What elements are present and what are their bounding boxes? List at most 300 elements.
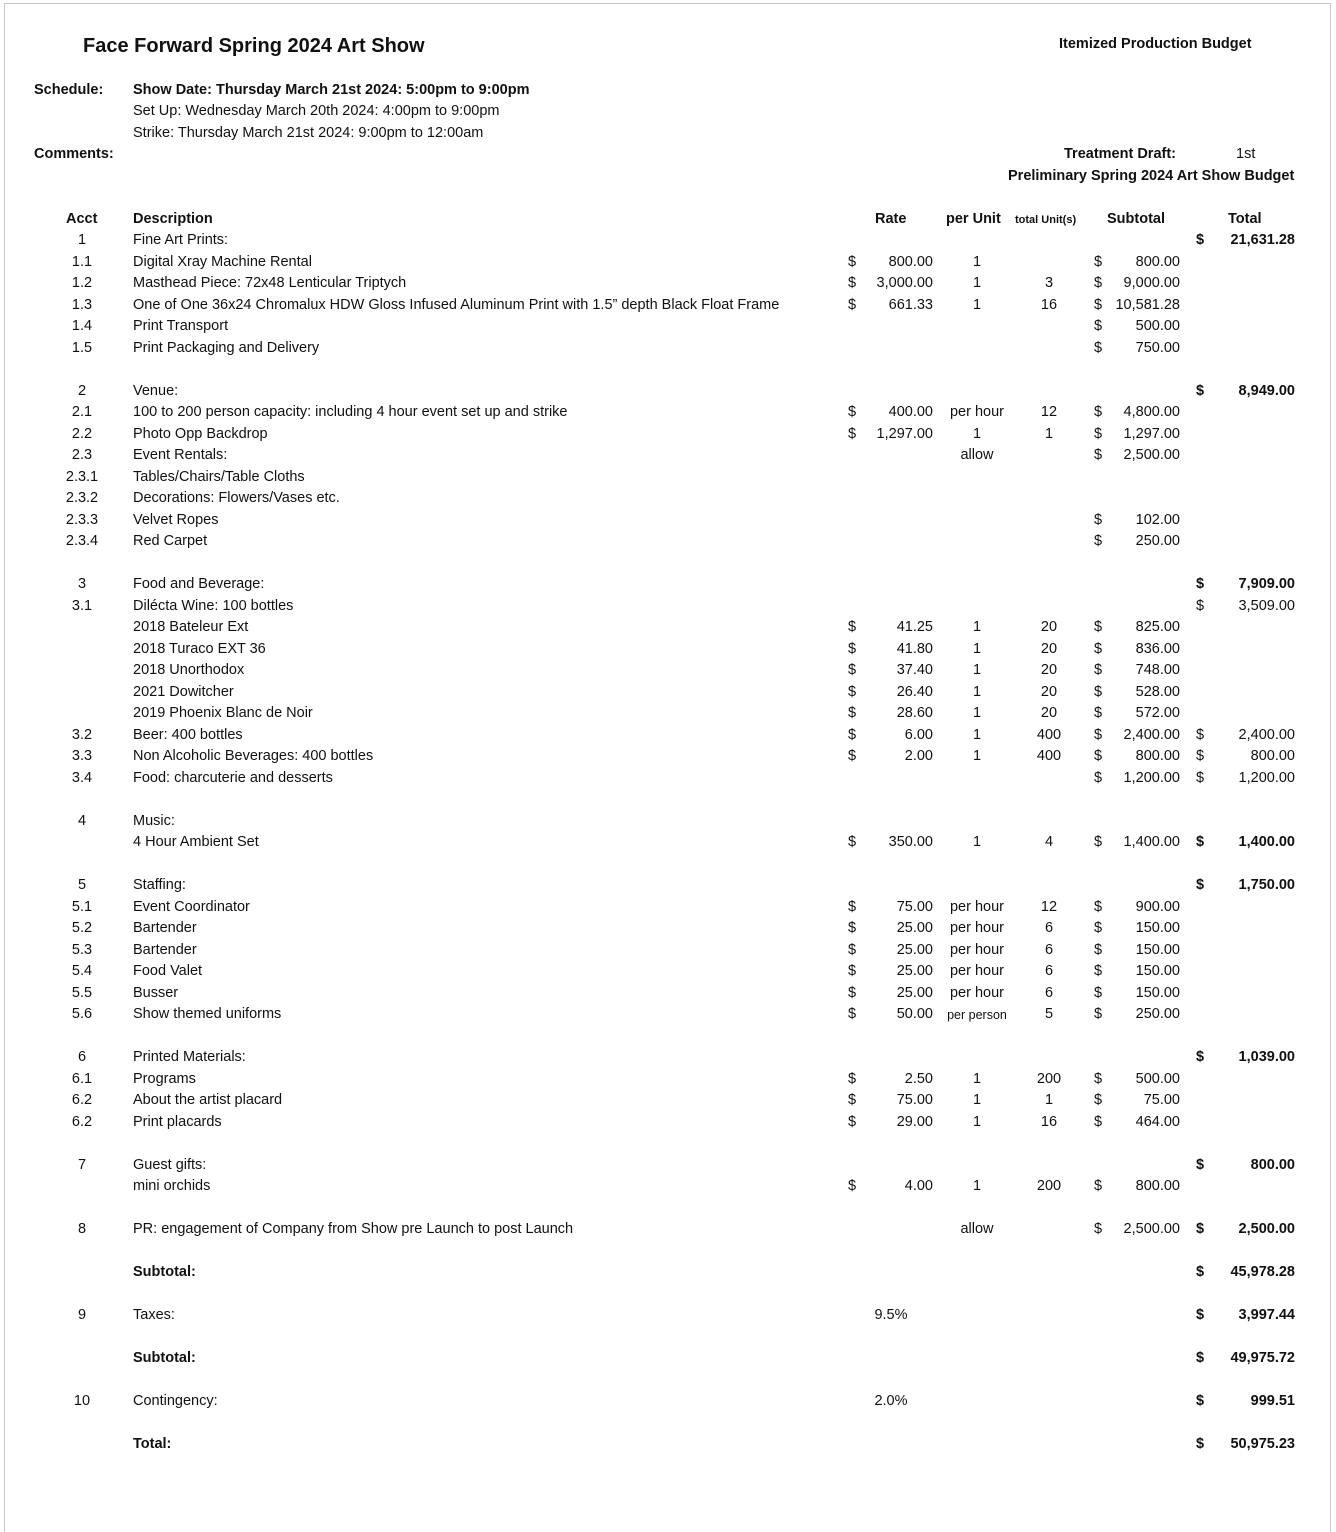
budget-row xyxy=(0,1393,1336,1415)
subtotal-value: 75.00 xyxy=(1143,1092,1180,1108)
subtotal-currency-symbol: $ xyxy=(1094,533,1103,549)
per-unit-value: 1 xyxy=(972,426,982,442)
acct-number: 2.2 xyxy=(71,426,93,442)
acct-number: 6.2 xyxy=(71,1092,93,1108)
acct-number: 5 xyxy=(77,877,87,893)
line-description: Subtotal: xyxy=(133,1264,196,1280)
subtotal-currency-symbol: $ xyxy=(1094,275,1103,291)
total-value: 1,039.00 xyxy=(1238,1049,1295,1065)
acct-number: 1 xyxy=(77,232,87,248)
line-description: Bartender xyxy=(133,920,197,936)
line-description: Subtotal: xyxy=(133,1350,196,1366)
budget-row xyxy=(0,340,1336,362)
acct-number: 2.3.2 xyxy=(65,490,99,506)
percentage-value: 9.5% xyxy=(874,1307,908,1323)
budget-row xyxy=(0,318,1336,340)
subtotal-value: 10,581.28 xyxy=(1115,297,1180,313)
budget-row xyxy=(0,1006,1336,1028)
total-currency-symbol: $ xyxy=(1196,1157,1205,1173)
acct-number: 10 xyxy=(73,1393,91,1409)
line-description: 2019 Phoenix Blanc de Noir xyxy=(133,705,313,721)
subtotal-currency-symbol: $ xyxy=(1094,447,1103,463)
rate-value: 75.00 xyxy=(896,1092,933,1108)
subtotal-value: 150.00 xyxy=(1135,920,1180,936)
col-rate-header: Rate xyxy=(875,211,907,227)
budget-row xyxy=(0,576,1336,598)
subtotal-value: 750.00 xyxy=(1135,340,1180,356)
acct-number: 1.2 xyxy=(71,275,93,291)
budget-row xyxy=(0,770,1336,792)
rate-value: 41.25 xyxy=(896,619,933,635)
total-units-value: 6 xyxy=(1044,985,1054,1001)
subtotal-value: 2,500.00 xyxy=(1123,447,1180,463)
budget-row xyxy=(0,404,1336,426)
budget-row xyxy=(0,447,1336,469)
total-units-value: 20 xyxy=(1040,619,1058,635)
rate-value: 25.00 xyxy=(896,985,933,1001)
budget-row xyxy=(0,512,1336,534)
subtotal-currency-symbol: $ xyxy=(1094,641,1103,657)
subtotal-value: 1,400.00 xyxy=(1123,834,1180,850)
line-description: Print Packaging and Delivery xyxy=(133,340,320,356)
comments-label: Comments: xyxy=(34,146,114,162)
acct-number: 2.3 xyxy=(71,447,93,463)
budget-row xyxy=(0,1071,1336,1093)
subtotal-value: 800.00 xyxy=(1135,254,1180,270)
total-value: 800.00 xyxy=(1250,748,1295,764)
treatment-draft-label: Treatment Draft: xyxy=(1064,146,1176,162)
total-units-value: 3 xyxy=(1044,275,1054,291)
rate-value: 37.40 xyxy=(896,662,933,678)
budget-row xyxy=(0,641,1336,663)
acct-number: 2.3.4 xyxy=(65,533,99,549)
acct-number: 1.4 xyxy=(71,318,93,334)
rate-currency-symbol: $ xyxy=(848,727,857,743)
budget-row xyxy=(0,684,1336,706)
rate-value: 4.00 xyxy=(904,1178,933,1194)
total-value: 1,400.00 xyxy=(1238,834,1295,850)
subtotal-value: 102.00 xyxy=(1135,512,1180,528)
budget-row xyxy=(0,813,1336,835)
per-unit-value: 1 xyxy=(972,297,982,313)
per-unit-value: 1 xyxy=(972,834,982,850)
rate-currency-symbol: $ xyxy=(848,662,857,678)
line-description: 100 to 200 person capacity: including 4 hour event set up and strike xyxy=(133,404,568,420)
per-unit-value: per person xyxy=(947,1008,1007,1022)
rate-currency-symbol: $ xyxy=(848,297,857,313)
total-value: 1,200.00 xyxy=(1238,770,1295,786)
total-currency-symbol: $ xyxy=(1196,383,1205,399)
rate-value: 3,000.00 xyxy=(876,275,933,291)
subtotal-value: 4,800.00 xyxy=(1123,404,1180,420)
line-description: Beer: 400 bottles xyxy=(133,727,243,743)
rate-value: 50.00 xyxy=(896,1006,933,1022)
line-description: Printed Materials: xyxy=(133,1049,246,1065)
subtotal-value: 150.00 xyxy=(1135,963,1180,979)
acct-number: 3.2 xyxy=(71,727,93,743)
line-description: Food: charcuterie and desserts xyxy=(133,770,333,786)
line-description: Tables/Chairs/Table Cloths xyxy=(133,469,305,485)
budget-row xyxy=(0,748,1336,770)
line-description: Diléсta Wine: 100 bottles xyxy=(133,598,294,614)
rate-value: 25.00 xyxy=(896,963,933,979)
per-unit-value: 1 xyxy=(972,1071,982,1087)
total-currency-symbol: $ xyxy=(1196,1307,1205,1323)
acct-number: 4 xyxy=(77,813,87,829)
line-description: PR: engagement of Company from Show pre Launch to post Launch xyxy=(133,1221,574,1237)
acct-number: 9 xyxy=(77,1307,87,1323)
total-units-value: 6 xyxy=(1044,920,1054,936)
subtotal-value: 150.00 xyxy=(1135,985,1180,1001)
acct-number: 3.1 xyxy=(71,598,93,614)
acct-number: 8 xyxy=(77,1221,87,1237)
col-subtotal-header: Subtotal xyxy=(1107,211,1165,227)
rate-currency-symbol: $ xyxy=(848,254,857,270)
subtotal-value: 500.00 xyxy=(1135,318,1180,334)
total-units-value: 20 xyxy=(1040,641,1058,657)
total-value: 800.00 xyxy=(1250,1157,1295,1173)
subtotal-currency-symbol: $ xyxy=(1094,1178,1103,1194)
preliminary-budget-label: Preliminary Spring 2024 Art Show Budget xyxy=(1008,168,1295,184)
line-description: Print placards xyxy=(133,1114,222,1130)
total-currency-symbol: $ xyxy=(1196,598,1205,614)
col-total-header: Total xyxy=(1228,211,1262,227)
subtotal-currency-symbol: $ xyxy=(1094,684,1103,700)
line-description: Guest gifts: xyxy=(133,1157,207,1173)
percentage-value: 2.0% xyxy=(874,1393,908,1409)
subtotal-value: 250.00 xyxy=(1135,1006,1180,1022)
total-currency-symbol: $ xyxy=(1196,877,1205,893)
per-unit-value: per hour xyxy=(949,985,1004,1001)
total-currency-symbol: $ xyxy=(1196,1221,1205,1237)
acct-number: 3.3 xyxy=(71,748,93,764)
per-unit-value: 1 xyxy=(972,275,982,291)
total-currency-symbol: $ xyxy=(1196,1350,1205,1366)
line-description: Food and Beverage: xyxy=(133,576,265,592)
total-value: 21,631.28 xyxy=(1230,232,1295,248)
line-description: Show themed uniforms xyxy=(133,1006,282,1022)
line-description: 4 Hour Ambient Set xyxy=(133,834,259,850)
line-description: About the artist placard xyxy=(133,1092,283,1108)
rate-value: 26.40 xyxy=(896,684,933,700)
acct-number: 2 xyxy=(77,383,87,399)
acct-number: 3.4 xyxy=(71,770,93,786)
rate-currency-symbol: $ xyxy=(848,920,857,936)
line-description: Total: xyxy=(133,1436,172,1452)
line-description: 2021 Dowitcher xyxy=(133,684,234,700)
budget-row xyxy=(0,297,1336,319)
line-description: 2018 Unorthodox xyxy=(133,662,245,678)
subtotal-currency-symbol: $ xyxy=(1094,920,1103,936)
line-description: Fine Art Prints: xyxy=(133,232,229,248)
line-description: 2018 Turaco EXT 36 xyxy=(133,641,266,657)
total-units-value: 1 xyxy=(1044,426,1054,442)
per-unit-value: per hour xyxy=(949,404,1004,420)
per-unit-value: 1 xyxy=(972,1092,982,1108)
acct-number: 6.1 xyxy=(71,1071,93,1087)
set-up-date: Set Up: Wednesday March 20th 2024: 4:00pm to 9:00pm xyxy=(133,103,500,119)
rate-value: 2.00 xyxy=(904,748,933,764)
budget-row xyxy=(0,705,1336,727)
subtotal-value: 748.00 xyxy=(1135,662,1180,678)
line-description: Venue: xyxy=(133,383,179,399)
total-units-value: 20 xyxy=(1040,684,1058,700)
subtotal-currency-symbol: $ xyxy=(1094,404,1103,420)
rate-value: 75.00 xyxy=(896,899,933,915)
subtotal-value: 2,500.00 xyxy=(1123,1221,1180,1237)
rate-value: 661.33 xyxy=(888,297,933,313)
per-unit-value: per hour xyxy=(949,963,1004,979)
total-value: 45,978.28 xyxy=(1230,1264,1295,1280)
total-value: 3,997.44 xyxy=(1238,1307,1295,1323)
line-description: Programs xyxy=(133,1071,196,1087)
acct-number: 2.3.1 xyxy=(65,469,99,485)
subtotal-value: 464.00 xyxy=(1135,1114,1180,1130)
budget-row xyxy=(0,1092,1336,1114)
total-value: 2,500.00 xyxy=(1238,1221,1295,1237)
line-description: Staffing: xyxy=(133,877,186,893)
subtotal-currency-symbol: $ xyxy=(1094,512,1103,528)
subtotal-value: 150.00 xyxy=(1135,942,1180,958)
budget-row xyxy=(0,1307,1336,1329)
line-description: Print Transport xyxy=(133,318,229,334)
acct-number: 5.3 xyxy=(71,942,93,958)
rate-currency-symbol: $ xyxy=(848,748,857,764)
line-description: Photo Opp Backdrop xyxy=(133,426,268,442)
rate-currency-symbol: $ xyxy=(848,985,857,1001)
rate-value: 25.00 xyxy=(896,942,933,958)
acct-number: 1.5 xyxy=(71,340,93,356)
acct-number: 5.1 xyxy=(71,899,93,915)
total-value: 7,909.00 xyxy=(1238,576,1295,592)
schedule-label: Schedule: xyxy=(34,82,104,98)
subtotal-currency-symbol: $ xyxy=(1094,340,1103,356)
rate-currency-symbol: $ xyxy=(848,963,857,979)
subtotal-value: 800.00 xyxy=(1135,748,1180,764)
total-units-value: 200 xyxy=(1036,1071,1062,1087)
rate-currency-symbol: $ xyxy=(848,619,857,635)
budget-type-label: Itemized Production Budget xyxy=(1059,36,1252,52)
rate-currency-symbol: $ xyxy=(848,1092,857,1108)
col-total-units-header: total Unit(s) xyxy=(1015,214,1077,226)
total-currency-symbol: $ xyxy=(1196,1436,1205,1452)
col-per-unit-header: per Unit xyxy=(946,211,1001,227)
subtotal-currency-symbol: $ xyxy=(1094,1092,1103,1108)
rate-currency-symbol: $ xyxy=(848,705,857,721)
subtotal-currency-symbol: $ xyxy=(1094,834,1103,850)
budget-row xyxy=(0,834,1336,856)
acct-number: 6.2 xyxy=(71,1114,93,1130)
total-currency-symbol: $ xyxy=(1196,1049,1205,1065)
line-description: Bartender xyxy=(133,942,197,958)
subtotal-currency-symbol: $ xyxy=(1094,705,1103,721)
budget-row xyxy=(0,426,1336,448)
subtotal-currency-symbol: $ xyxy=(1094,899,1103,915)
acct-number: 2.1 xyxy=(71,404,93,420)
show-date: Show Date: Thursday March 21st 2024: 5:00pm to 9:00pm xyxy=(133,82,530,98)
line-description: Food Valet xyxy=(133,963,203,979)
subtotal-value: 1,297.00 xyxy=(1123,426,1180,442)
subtotal-currency-symbol: $ xyxy=(1094,1221,1103,1237)
subtotal-value: 572.00 xyxy=(1135,705,1180,721)
rate-currency-symbol: $ xyxy=(848,1178,857,1194)
total-units-value: 20 xyxy=(1040,705,1058,721)
budget-row xyxy=(0,1157,1336,1179)
subtotal-value: 800.00 xyxy=(1135,1178,1180,1194)
line-description: Masthead Piece: 72x48 Lenticular Triptych xyxy=(133,275,407,291)
total-currency-symbol: $ xyxy=(1196,1393,1205,1409)
subtotal-currency-symbol: $ xyxy=(1094,770,1103,786)
total-units-value: 12 xyxy=(1040,404,1058,420)
rate-value: 2.50 xyxy=(904,1071,933,1087)
per-unit-value: per hour xyxy=(949,920,1004,936)
budget-row xyxy=(0,383,1336,405)
total-currency-symbol: $ xyxy=(1196,748,1205,764)
total-currency-symbol: $ xyxy=(1196,1264,1205,1280)
subtotal-currency-symbol: $ xyxy=(1094,318,1103,334)
line-description: mini orchids xyxy=(133,1178,211,1194)
total-currency-symbol: $ xyxy=(1196,232,1205,248)
rate-value: 41.80 xyxy=(896,641,933,657)
acct-number: 1.1 xyxy=(71,254,93,270)
line-description: Event Rentals: xyxy=(133,447,228,463)
rate-currency-symbol: $ xyxy=(848,684,857,700)
budget-row xyxy=(0,662,1336,684)
line-description: 2018 Bateleur Ext xyxy=(133,619,249,635)
total-currency-symbol: $ xyxy=(1196,770,1205,786)
acct-number: 1.3 xyxy=(71,297,93,313)
subtotal-currency-symbol: $ xyxy=(1094,727,1103,743)
total-units-value: 400 xyxy=(1036,727,1062,743)
acct-number: 3 xyxy=(77,576,87,592)
budget-row xyxy=(0,469,1336,491)
per-unit-value: 1 xyxy=(972,748,982,764)
strike-date: Strike: Thursday March 21st 2024: 9:00pm to 12:00am xyxy=(133,125,484,141)
rate-value: 800.00 xyxy=(888,254,933,270)
subtotal-currency-symbol: $ xyxy=(1094,426,1103,442)
total-value: 2,400.00 xyxy=(1238,727,1295,743)
subtotal-value: 500.00 xyxy=(1135,1071,1180,1087)
budget-row xyxy=(0,1221,1336,1243)
line-description: Contingency: xyxy=(133,1393,218,1409)
budget-row xyxy=(0,1114,1336,1136)
subtotal-currency-symbol: $ xyxy=(1094,963,1103,979)
subtotal-value: 528.00 xyxy=(1135,684,1180,700)
acct-number: 5.2 xyxy=(71,920,93,936)
budget-row xyxy=(0,619,1336,641)
per-unit-value: 1 xyxy=(972,1114,982,1130)
acct-number: 7 xyxy=(77,1157,87,1173)
budget-row xyxy=(0,1350,1336,1372)
total-units-value: 16 xyxy=(1040,297,1058,313)
budget-row xyxy=(0,727,1336,749)
subtotal-currency-symbol: $ xyxy=(1094,619,1103,635)
subtotal-value: 9,000.00 xyxy=(1123,275,1180,291)
subtotal-currency-symbol: $ xyxy=(1094,1071,1103,1087)
subtotal-currency-symbol: $ xyxy=(1094,1006,1103,1022)
total-units-value: 6 xyxy=(1044,942,1054,958)
total-value: 8,949.00 xyxy=(1238,383,1295,399)
budget-row xyxy=(0,254,1336,276)
rate-currency-symbol: $ xyxy=(848,834,857,850)
subtotal-currency-symbol: $ xyxy=(1094,942,1103,958)
line-description: Taxes: xyxy=(133,1307,175,1323)
total-units-value: 12 xyxy=(1040,899,1058,915)
budget-row xyxy=(0,1264,1336,1286)
acct-number: 6 xyxy=(77,1049,87,1065)
subtotal-currency-symbol: $ xyxy=(1094,662,1103,678)
treatment-draft-value: 1st xyxy=(1236,146,1256,162)
line-description: Music: xyxy=(133,813,175,829)
budget-row xyxy=(0,1049,1336,1071)
budget-row xyxy=(0,232,1336,254)
per-unit-value: per hour xyxy=(949,942,1004,958)
per-unit-value: 1 xyxy=(972,727,982,743)
per-unit-value: allow xyxy=(960,447,994,463)
total-value: 49,975.72 xyxy=(1230,1350,1295,1366)
budget-row xyxy=(0,598,1336,620)
rate-currency-symbol: $ xyxy=(848,426,857,442)
rate-currency-symbol: $ xyxy=(848,1114,857,1130)
acct-number: 5.6 xyxy=(71,1006,93,1022)
line-description: Velvet Ropes xyxy=(133,512,219,528)
budget-row xyxy=(0,899,1336,921)
total-currency-symbol: $ xyxy=(1196,727,1205,743)
rate-value: 350.00 xyxy=(888,834,933,850)
subtotal-currency-symbol: $ xyxy=(1094,297,1103,313)
total-units-value: 1 xyxy=(1044,1092,1054,1108)
rate-currency-symbol: $ xyxy=(848,1071,857,1087)
rate-currency-symbol: $ xyxy=(848,275,857,291)
rate-currency-symbol: $ xyxy=(848,899,857,915)
budget-row xyxy=(0,920,1336,942)
subtotal-value: 1,200.00 xyxy=(1123,770,1180,786)
rate-currency-symbol: $ xyxy=(848,641,857,657)
col-description-header: Description xyxy=(133,211,213,227)
total-units-value: 400 xyxy=(1036,748,1062,764)
total-units-value: 16 xyxy=(1040,1114,1058,1130)
budget-row xyxy=(0,275,1336,297)
budget-row xyxy=(0,490,1336,512)
budget-row xyxy=(0,963,1336,985)
subtotal-value: 836.00 xyxy=(1135,641,1180,657)
per-unit-value: 1 xyxy=(972,705,982,721)
line-description: Non Alcoholic Beverages: 400 bottles xyxy=(133,748,374,764)
acct-number: 5.5 xyxy=(71,985,93,1001)
total-value: 50,975.23 xyxy=(1230,1436,1295,1452)
per-unit-value: 1 xyxy=(972,254,982,270)
budget-row xyxy=(0,1178,1336,1200)
per-unit-value: allow xyxy=(960,1221,994,1237)
total-units-value: 4 xyxy=(1044,834,1054,850)
budget-row xyxy=(0,942,1336,964)
total-units-value: 20 xyxy=(1040,662,1058,678)
per-unit-value: 1 xyxy=(972,662,982,678)
line-description: One of One 36x24 Chromalux HDW Gloss Infused Aluminum Print with 1.5” depth Black Float Frame xyxy=(133,297,780,313)
per-unit-value: 1 xyxy=(972,684,982,700)
subtotal-value: 2,400.00 xyxy=(1123,727,1180,743)
total-units-value: 6 xyxy=(1044,963,1054,979)
line-description: Event Coordinator xyxy=(133,899,250,915)
document-title: Face Forward Spring 2024 Art Show xyxy=(83,35,425,57)
budget-row xyxy=(0,985,1336,1007)
rate-value: 6.00 xyxy=(904,727,933,743)
line-description: Decorations: Flowers/Vases etc. xyxy=(133,490,340,506)
rate-currency-symbol: $ xyxy=(848,942,857,958)
subtotal-currency-symbol: $ xyxy=(1094,985,1103,1001)
rate-currency-symbol: $ xyxy=(848,404,857,420)
acct-number: 2.3.3 xyxy=(65,512,99,528)
